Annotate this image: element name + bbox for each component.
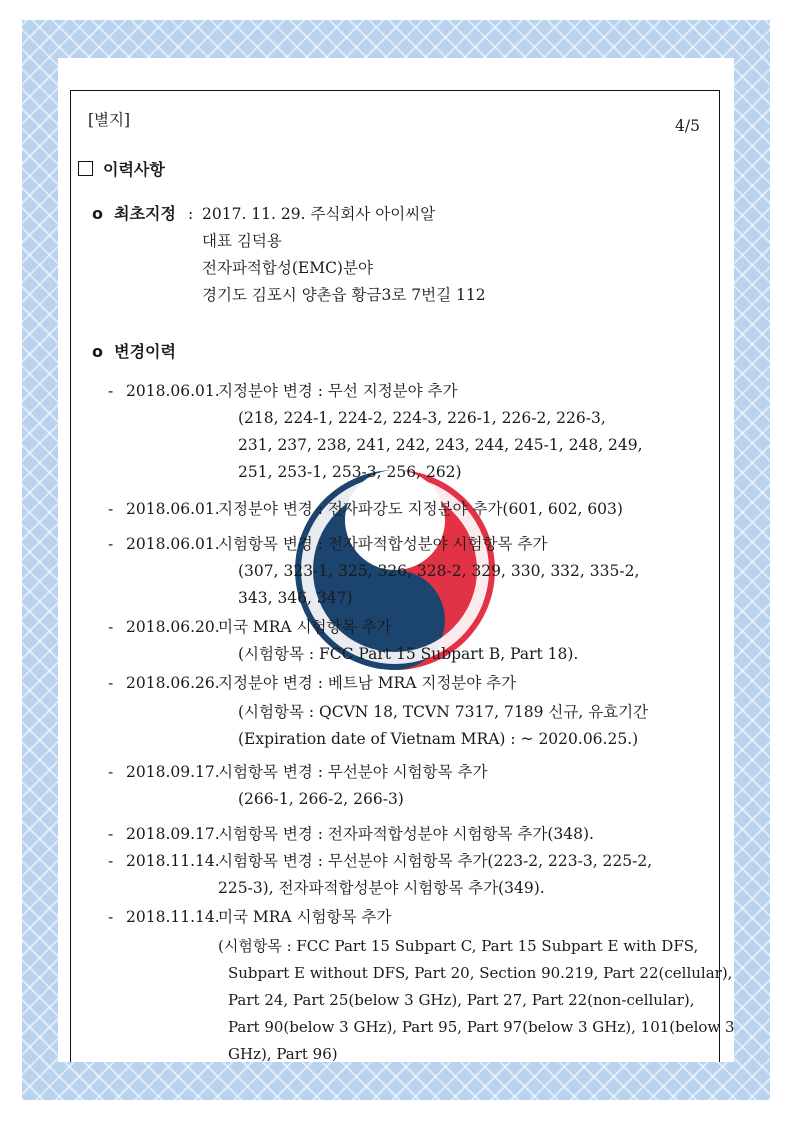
- entry-date: 2018.09.17.: [126, 825, 220, 843]
- entry-detail: GHz), Part 96): [228, 1045, 338, 1063]
- bullet: o: [92, 342, 103, 361]
- page-number: 4/5: [675, 117, 700, 135]
- section-title: [78, 160, 165, 180]
- entry-dash: -: [108, 618, 114, 636]
- entry-date: 2018.06.01.: [126, 535, 220, 553]
- entry-detail: 251, 253-1, 253-3, 256, 262): [238, 463, 462, 481]
- entry-detail: 343, 346, 347): [238, 589, 353, 607]
- entry-date: 2018.11.14.: [126, 908, 220, 926]
- entry-text: 시험항목 변경 : 전자파적합성분야 시험항목 추가: [218, 535, 548, 553]
- entry-text: 시험항목 변경 : 무선분야 시험항목 추가(223-2, 223-3, 225-2,: [218, 852, 653, 870]
- entry-detail: 231, 237, 238, 241, 242, 243, 244, 245-1, 248, 249,: [238, 436, 643, 454]
- entry-text: 시험항목 변경 : 전자파적합성분야 시험항목 추가(348).: [218, 825, 594, 843]
- entry-dash: -: [108, 763, 114, 781]
- entry-dash: -: [108, 825, 114, 843]
- entry-detail: (266-1, 266-2, 266-3): [238, 790, 404, 808]
- entry-text: 지정분야 변경 : 전자파강도 지정분야 추가(601, 602, 603): [218, 500, 623, 518]
- entry-dash: -: [108, 674, 114, 692]
- entry-detail: 225-3), 전자파적합성분야 시험항목 추가(349).: [218, 879, 545, 897]
- entry-detail: (시험항목 : QCVN 18, TCVN 7317, 7189 신규, 유효기간: [238, 703, 649, 721]
- entry-date: 2018.06.01.: [126, 500, 220, 518]
- entry-date: 2018.06.26.: [126, 674, 220, 692]
- entry-detail: (시험항목 : FCC Part 15 Subpart C, Part 15 Subpart E with DFS,: [218, 937, 699, 955]
- entry-date: 2018.06.01.: [126, 382, 220, 400]
- entry-dash: -: [108, 535, 114, 553]
- entry-detail: Part 90(below 3 GHz), Part 95, Part 97(below 3 GHz), 101(below 3: [228, 1018, 735, 1036]
- checkbox-square-icon: [78, 161, 93, 176]
- section-title-text: 이력사항: [103, 160, 165, 179]
- entry-text: 지정분야 변경 : 무선 지정분야 추가: [218, 382, 458, 400]
- entry-date: 2018.06.20.: [126, 618, 220, 636]
- entry-text: 지정분야 변경 : 베트남 MRA 지정분야 추가: [218, 674, 517, 692]
- entry-date: 2018.09.17.: [126, 763, 220, 781]
- initial-line: 전자파적합성(EMC)분야: [202, 259, 373, 277]
- entry-text: 미국 MRA 시험항목 추가: [218, 908, 392, 926]
- entry-detail: (Expiration date of Vietnam MRA) : ~ 2020.06.25.): [238, 730, 639, 748]
- initial-label-text: 최초지정: [114, 204, 176, 223]
- change-history-label: [92, 342, 176, 362]
- entry-text: 시험항목 변경 : 무선분야 시험항목 추가: [218, 763, 488, 781]
- initial-line: 2017. 11. 29. 주식회사 아이씨알: [202, 205, 436, 223]
- bullet: o: [92, 204, 103, 223]
- initial-line: 대표 김덕용: [202, 232, 282, 250]
- initial-line: 경기도 김포시 양촌읍 황금3로 7번길 112: [202, 286, 486, 304]
- entry-detail: Subpart E without DFS, Part 20, Section 90.219, Part 22(cellular),: [228, 964, 733, 982]
- entry-date: 2018.11.14.: [126, 852, 220, 870]
- entry-dash: -: [108, 382, 114, 400]
- entry-dash: -: [108, 852, 114, 870]
- entry-detail: (시험항목 : FCC Part 15 Subpart B, Part 18).: [238, 645, 579, 663]
- entry-detail: Part 24, Part 25(below 3 GHz), Part 27, Part 22(non-cellular),: [228, 991, 695, 1009]
- changes-label-text: 변경이력: [114, 342, 176, 361]
- entry-dash: -: [108, 500, 114, 518]
- entry-detail: (307, 323-1, 325, 326, 328-2, 329, 330, 332, 335-2,: [238, 562, 640, 580]
- entry-dash: -: [108, 908, 114, 926]
- initial-designation-label: [92, 204, 176, 224]
- initial-separator: :: [188, 205, 194, 223]
- entry-detail: (218, 224-1, 224-2, 224-3, 226-1, 226-2, 226-3,: [238, 409, 606, 427]
- entry-text: 미국 MRA 시험항목 추가: [218, 618, 392, 636]
- attachment-label: [별지]: [88, 111, 131, 129]
